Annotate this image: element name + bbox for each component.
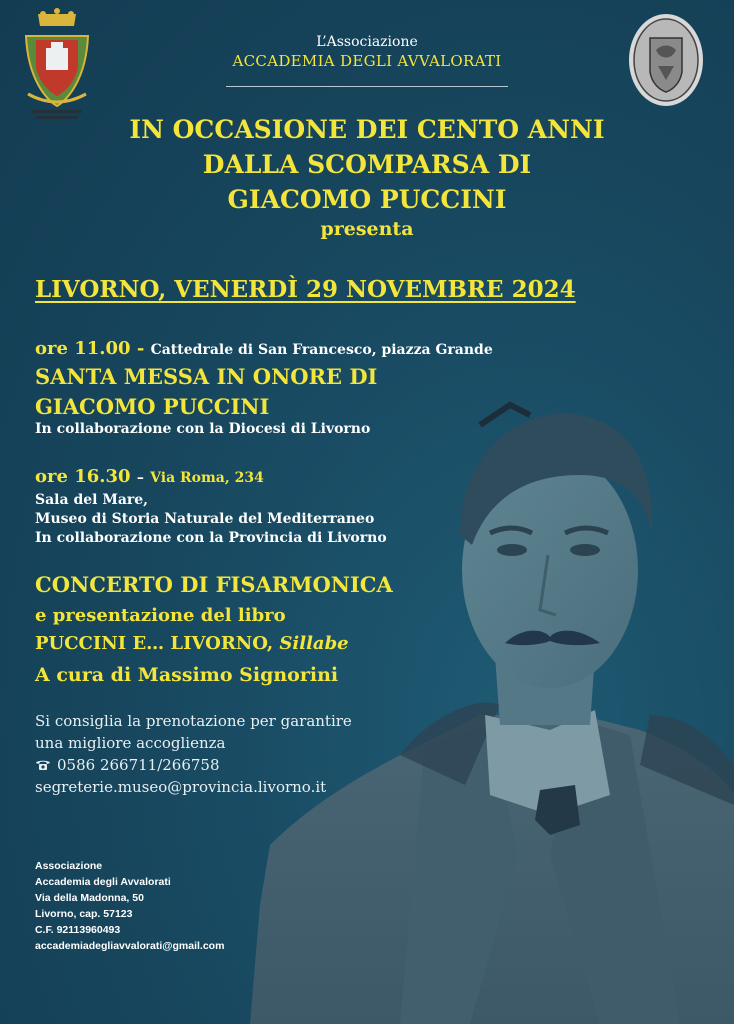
footer-line-3: Via della Madonna, 50 bbox=[35, 892, 144, 904]
event2-venue bbox=[35, 491, 387, 548]
event2-venue-line-1: Sala del Mare, bbox=[35, 492, 149, 508]
presenta-label: presenta bbox=[320, 218, 414, 240]
headline-line-3: GIACOMO PUCCINI bbox=[227, 185, 507, 214]
footer-line-4: Livorno, cap. 57123 bbox=[35, 908, 133, 920]
event-date: LIVORNO, VENERDÌ 29 NOVEMBRE 2024 bbox=[35, 276, 576, 303]
association-name: ACCADEMIA DEGLI AVVALORATI bbox=[232, 52, 502, 70]
event1-title-line-1: SANTA MESSA IN ONORE DI bbox=[35, 364, 378, 389]
event2-venue-line-2: Museo di Storia Naturale del Mediterraneo bbox=[35, 511, 375, 527]
book-title: PUCCINI E… LIVORNO, bbox=[35, 633, 274, 654]
book-intro: e presentazione del libro bbox=[35, 605, 286, 626]
event1-place: Cattedrale di San Francesco, piazza Grande bbox=[150, 342, 493, 358]
event2-collaboration: In collaborazione con la Provincia di Livorno bbox=[35, 530, 387, 546]
booking-phone-line bbox=[35, 756, 220, 774]
telephone-icon bbox=[35, 759, 51, 771]
concert-title: CONCERTO DI FISARMONICA bbox=[35, 572, 393, 597]
book-publisher: Sillabe bbox=[279, 633, 349, 654]
event2-time: ore 16.30 bbox=[35, 466, 131, 487]
footer-email[interactable]: accademiadegliavvalorati@gmail.com bbox=[35, 940, 225, 952]
event2-time-line bbox=[35, 466, 264, 487]
event1-time-line bbox=[35, 338, 493, 359]
header-divider bbox=[226, 86, 508, 87]
footer-line-2: Accademia degli Avvalorati bbox=[35, 876, 171, 888]
booking-email[interactable]: segreterie.museo@provincia.livorno.it bbox=[35, 778, 327, 796]
footer-line-1: Associazione bbox=[35, 860, 103, 872]
curator: A cura di Massimo Signorini bbox=[35, 664, 339, 686]
event1-collaboration: In collaborazione con la Diocesi di Livorno bbox=[35, 421, 371, 437]
event1-time: ore 11.00 - bbox=[35, 338, 145, 359]
puccini-portrait bbox=[250, 385, 734, 1024]
event1-title-line-2: GIACOMO PUCCINI bbox=[35, 394, 270, 419]
headline-line-2: DALLA SCOMPARSA DI bbox=[202, 150, 532, 179]
booking-advice-line-1: Si consiglia la prenotazione per garantire bbox=[35, 712, 352, 730]
booking-advice-line-2: una migliore accoglienza bbox=[35, 734, 226, 752]
booking-phone[interactable]: 0586 266711/266758 bbox=[57, 756, 220, 774]
event2-place: Via Roma, 234 bbox=[150, 470, 264, 486]
booking-advice bbox=[35, 710, 352, 754]
event2-dash: – bbox=[136, 470, 144, 486]
footer-contact bbox=[35, 858, 224, 954]
event1-title bbox=[35, 362, 377, 422]
headline bbox=[0, 112, 734, 217]
book-title-line bbox=[35, 633, 349, 654]
footer-line-5: C.F. 92113960493 bbox=[35, 924, 121, 936]
association-label: L’Associazione bbox=[316, 34, 418, 50]
headline-line-1: IN OCCASIONE DEI CENTO ANNI bbox=[129, 115, 605, 144]
